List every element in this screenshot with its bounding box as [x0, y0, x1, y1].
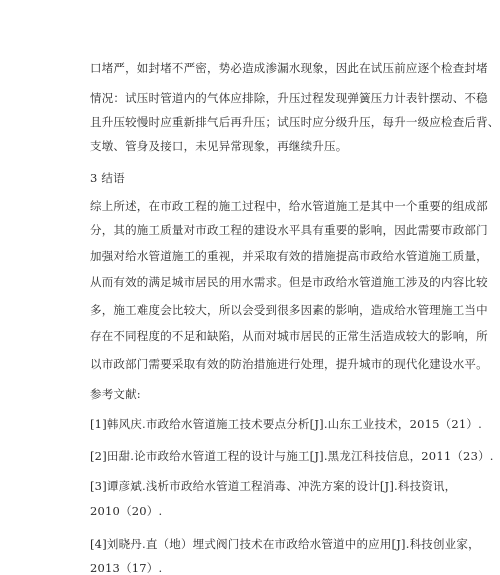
- intro-line: 支墩、管身及接口，未见异常现象，再继续升压。: [90, 139, 348, 153]
- intro-line: 情况：试压时管道内的气体应排除，升压过程发现弹簧压力计表针摆动、不稳: [90, 91, 488, 105]
- reference-item-continuation: 2013（17）.: [90, 561, 163, 575]
- intro-line: 口堵严，如封堵不严密，势必造成渗漏水现象，因此在试压前应逐个检查封堵: [90, 61, 488, 75]
- conclusion-line: 分，其的施工质量对市政工程的建设水平具有重要的影响，因此需要市政部门: [90, 223, 488, 237]
- section-heading-conclusion: 3 结语: [90, 171, 125, 185]
- reference-item: [2]田甜.论市政给水管道工程的设计与施工[J].黑龙江科技信息，2011（23）.: [90, 449, 494, 463]
- conclusion-line: 从而有效的满足城市居民的用水需求。但是市政给水管道施工涉及的内容比较: [90, 275, 488, 289]
- reference-item: [3]谭彦斌.浅析市政给水管道工程消毒、冲洗方案的设计[J].科技资讯，: [90, 479, 457, 493]
- conclusion-line: 综上所述，在市政工程的施工过程中，给水管道施工是其中一个重要的组成部: [90, 199, 488, 213]
- conclusion-line: 存在不同程度的不足和缺陷，从而对城市居民的正常生活造成较大的影响，所: [90, 329, 488, 343]
- reference-item: [4]刘晓丹.直（地）埋式阀门技术在市政给水管道中的应用[J].科技创业家，: [90, 537, 480, 551]
- reference-item: [1]韩风庆.市政给水管道施工技术要点分析[J].山东工业技术，2015（21）.: [90, 417, 482, 431]
- references-heading: 参考文献:: [90, 387, 141, 401]
- reference-item-continuation: 2010（20）.: [90, 504, 163, 518]
- conclusion-line: 多，施工难度会比较大，所以会受到很多因素的影响，造成给水管理施工当中: [90, 303, 488, 317]
- conclusion-line: 加强对给水管道施工的重视，并采取有效的措施提高市政给水管道施工质量，: [90, 249, 488, 263]
- conclusion-line: 以市政部门需要采取有效的防治措施进行处理，提升城市的现代化建设水平。: [90, 357, 488, 371]
- intro-line: 且升压较慢时应重新排气后再升压；试压时应分级升压，每升一级应检查后背、: [90, 115, 500, 129]
